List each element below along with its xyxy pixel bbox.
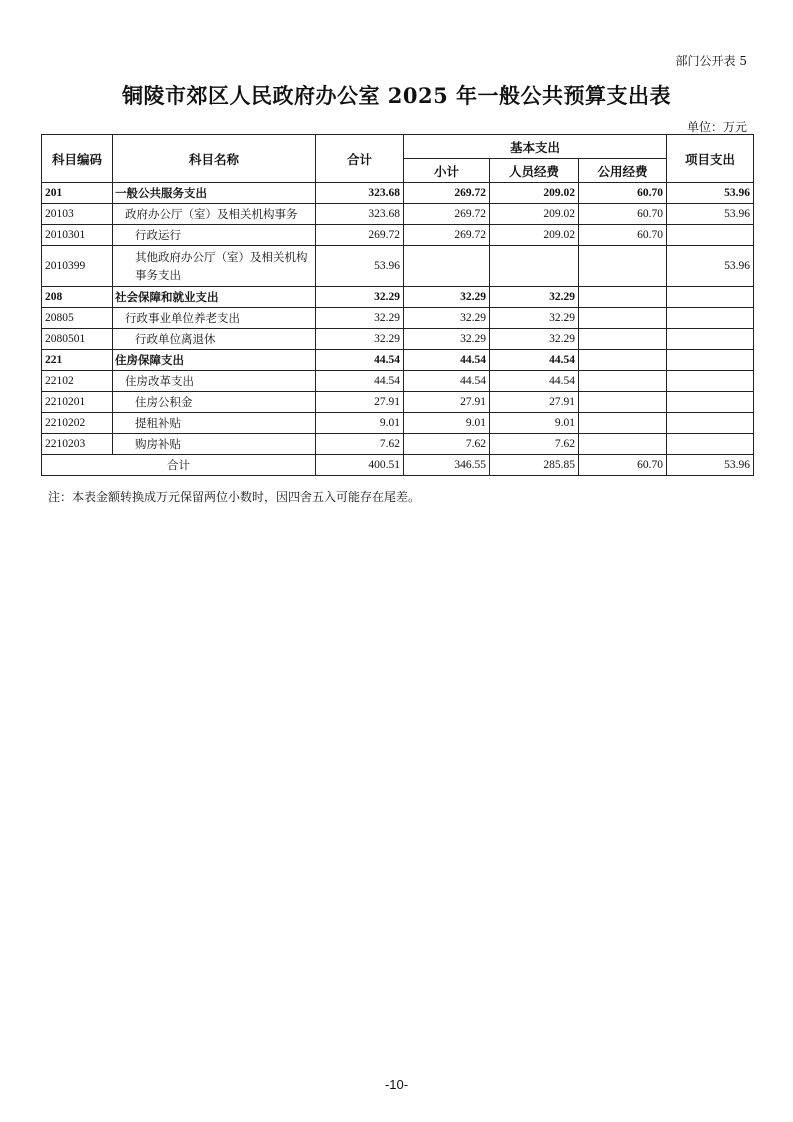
cell-subtotal: [404, 246, 490, 287]
cell-total: 32.29: [316, 287, 404, 308]
table-row: [42, 350, 754, 371]
cell-public: [579, 413, 667, 434]
total-personnel: 285.85: [490, 455, 579, 476]
cell-total: 53.96: [316, 246, 404, 287]
page-number: -10-: [384, 1077, 409, 1092]
cell-project: 53.96: [667, 183, 754, 204]
cell-subtotal: 32.29: [404, 287, 490, 308]
cell-name: 住房保障支出: [113, 350, 316, 371]
cell-subtotal: 32.29: [404, 308, 490, 329]
cell-code: 208: [42, 287, 113, 308]
cell-personnel: 209.02: [490, 204, 579, 225]
cell-personnel: 7.62: [490, 434, 579, 455]
cell-project: [667, 413, 754, 434]
cell-name: 行政事业单位养老支出: [113, 308, 316, 329]
cell-subtotal: 269.72: [404, 225, 490, 246]
cell-personnel: 9.01: [490, 413, 579, 434]
cell-name: 社会保障和就业支出: [113, 287, 316, 308]
cell-project: [667, 350, 754, 371]
table-row: [42, 225, 754, 246]
cell-code: 2210203: [42, 434, 113, 455]
header-public: 公用经费: [579, 159, 667, 183]
cell-project: 53.96: [667, 246, 754, 287]
total-label: 合计: [42, 455, 316, 476]
cell-subtotal: 7.62: [404, 434, 490, 455]
budget-table: [41, 134, 754, 476]
cell-code: 2010399: [42, 246, 113, 287]
cell-total: 44.54: [316, 371, 404, 392]
cell-personnel: 44.54: [490, 350, 579, 371]
cell-subtotal: 44.54: [404, 371, 490, 392]
cell-name: 政府办公厅（室）及相关机构事务: [113, 204, 316, 225]
total-public: 60.70: [579, 455, 667, 476]
cell-name: 其他政府办公厅（室）及相关机构事务支出: [113, 246, 316, 287]
total-subtotal: 346.55: [404, 455, 490, 476]
cell-name: 行政单位离退休: [113, 329, 316, 350]
cell-code: 20103: [42, 204, 113, 225]
cell-code: 22102: [42, 371, 113, 392]
cell-public: [579, 329, 667, 350]
cell-name: 行政运行: [113, 225, 316, 246]
cell-public: [579, 350, 667, 371]
cell-public: 60.70: [579, 204, 667, 225]
cell-project: [667, 287, 754, 308]
cell-total: 7.62: [316, 434, 404, 455]
cell-total: 9.01: [316, 413, 404, 434]
cell-total: 32.29: [316, 329, 404, 350]
table-row: [42, 287, 754, 308]
cell-public: [579, 308, 667, 329]
cell-total: 323.68: [316, 204, 404, 225]
cell-subtotal: 269.72: [404, 204, 490, 225]
table-row: [42, 204, 754, 225]
cell-public: 60.70: [579, 225, 667, 246]
cell-public: [579, 246, 667, 287]
table-row: [42, 329, 754, 350]
cell-name: 提租补贴: [113, 413, 316, 434]
table-row: [42, 308, 754, 329]
cell-personnel: [490, 246, 579, 287]
cell-public: [579, 392, 667, 413]
header-name: 科目名称: [113, 135, 316, 183]
page-title: 铜陵市郊区人民政府办公室 2025 年一般公共预算支出表: [121, 83, 672, 108]
cell-code: 2010301: [42, 225, 113, 246]
table-row: [42, 413, 754, 434]
unit-label: 单位：万元: [686, 120, 747, 134]
cell-total: 27.91: [316, 392, 404, 413]
table-row: [42, 246, 754, 287]
header-subtotal: 小计: [404, 159, 490, 183]
cell-subtotal: 9.01: [404, 413, 490, 434]
cell-name: 一般公共服务支出: [113, 183, 316, 204]
cell-personnel: 209.02: [490, 225, 579, 246]
cell-code: 2210201: [42, 392, 113, 413]
cell-code: 2210202: [42, 413, 113, 434]
cell-project: [667, 392, 754, 413]
cell-personnel: 44.54: [490, 371, 579, 392]
cell-code: 221: [42, 350, 113, 371]
header-row-1: [42, 135, 754, 159]
cell-total: 269.72: [316, 225, 404, 246]
cell-personnel: 32.29: [490, 329, 579, 350]
table-row: [42, 392, 754, 413]
cell-project: [667, 329, 754, 350]
cell-code: 2080501: [42, 329, 113, 350]
cell-personnel: 32.29: [490, 287, 579, 308]
table-row: [42, 371, 754, 392]
cell-name: 住房公积金: [113, 392, 316, 413]
total-row: [42, 455, 754, 476]
header-personnel: 人员经费: [490, 159, 579, 183]
document-tag: 部门公开表 5: [675, 54, 747, 68]
cell-project: [667, 308, 754, 329]
cell-public: 60.70: [579, 183, 667, 204]
cell-subtotal: 32.29: [404, 329, 490, 350]
total-total: 400.51: [316, 455, 404, 476]
header-total: 合计: [316, 135, 404, 183]
cell-total: 44.54: [316, 350, 404, 371]
table-row: [42, 434, 754, 455]
cell-name: 购房补贴: [113, 434, 316, 455]
cell-personnel: 32.29: [490, 308, 579, 329]
total-project: 53.96: [667, 455, 754, 476]
cell-project: [667, 434, 754, 455]
cell-code: 20805: [42, 308, 113, 329]
cell-subtotal: 269.72: [404, 183, 490, 204]
cell-code: 201: [42, 183, 113, 204]
cell-total: 323.68: [316, 183, 404, 204]
header-project: 项目支出: [667, 135, 754, 183]
cell-public: [579, 287, 667, 308]
cell-project: [667, 225, 754, 246]
cell-total: 32.29: [316, 308, 404, 329]
header-code: 科目编码: [42, 135, 113, 183]
header-basic: 基本支出: [404, 135, 667, 159]
cell-public: [579, 371, 667, 392]
table-row: [42, 183, 754, 204]
footnote: 注：本表金额转换成万元保留两位小数时，因四舍五入可能存在尾差。: [48, 490, 421, 504]
cell-public: [579, 434, 667, 455]
cell-personnel: 209.02: [490, 183, 579, 204]
cell-subtotal: 27.91: [404, 392, 490, 413]
cell-project: [667, 371, 754, 392]
cell-name: 住房改革支出: [113, 371, 316, 392]
cell-project: 53.96: [667, 204, 754, 225]
cell-personnel: 27.91: [490, 392, 579, 413]
cell-subtotal: 44.54: [404, 350, 490, 371]
